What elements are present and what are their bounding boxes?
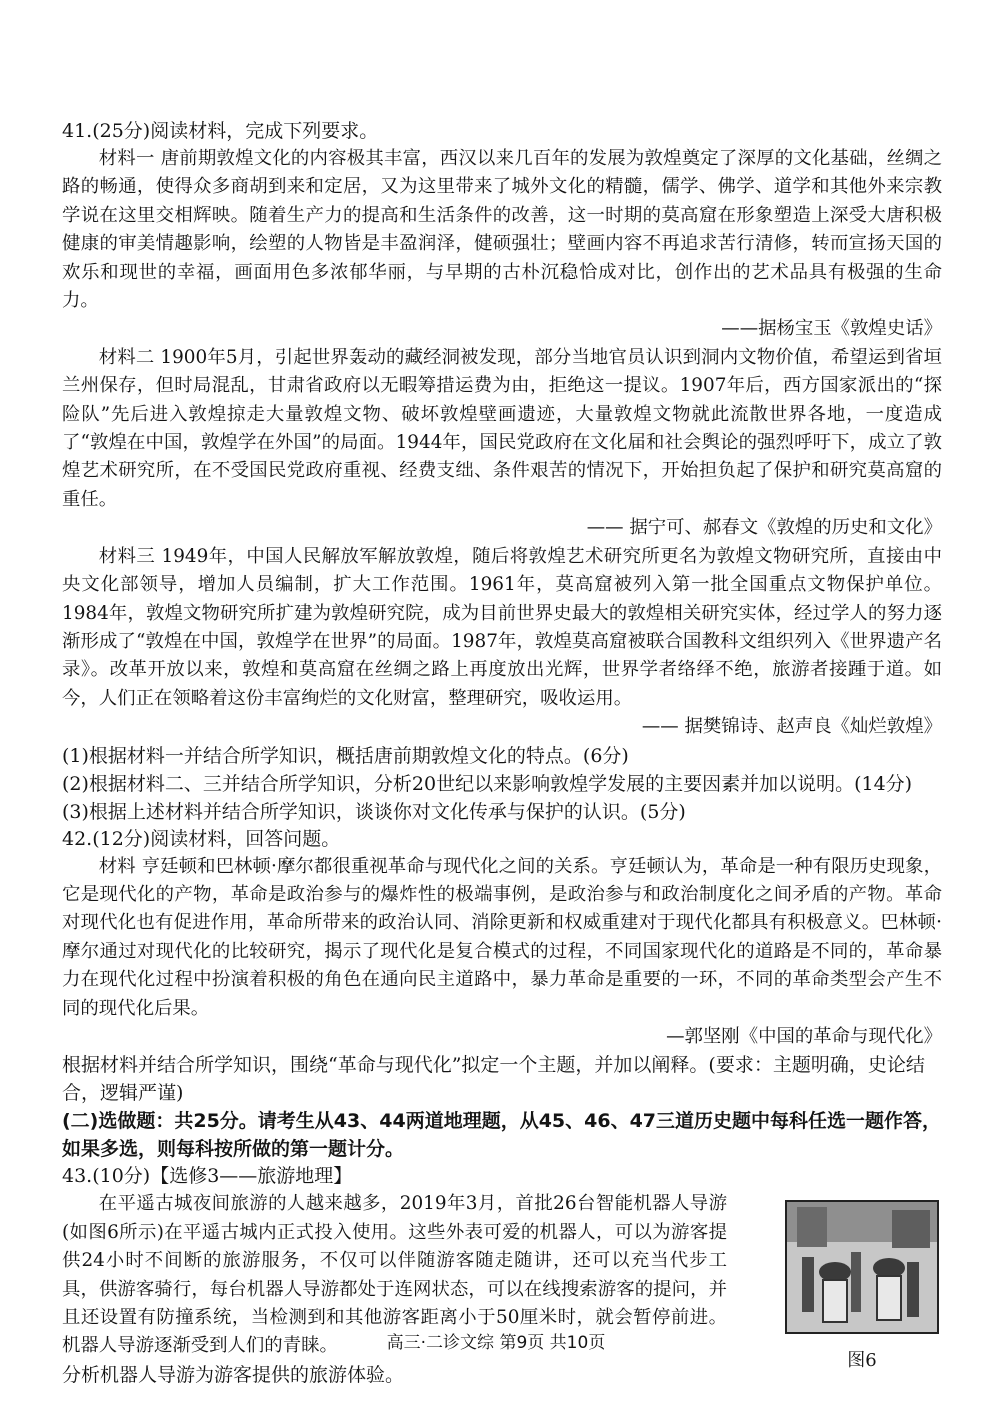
q42-heading: 42.(12分)阅读材料，回答问题。 (62, 827, 341, 850)
q42-material-source: —郭坚刚《中国的革命与现代化》 (666, 1025, 942, 1047)
q41-heading: 41.(25分)阅读材料，完成下列要求。 (62, 120, 379, 142)
figure-6-caption: 图6 (847, 1350, 877, 1372)
q41-material-2-source: —— 据宁可、郝春文《敦煌的历史和文化》 (586, 517, 942, 539)
q41-task-1: (1)根据材料一并结合所学知识，概括唐前期敦煌文化的特点。(6分) (62, 744, 629, 767)
q41-task-3: (3)根据上述材料并结合所学知识，谈谈你对文化传承与保护的认识。(5分) (62, 800, 686, 823)
q41-material-1-source: ——据杨宝玉《敦煌史话》 (721, 318, 942, 340)
figure-6 (782, 1200, 942, 1388)
q43-heading: 43.(10分)【选修3——旅游地理】 (62, 1165, 353, 1188)
q41-task-2: (2)根据材料二、三并结合所学知识，分析20世纪以来影响敦煌学发展的主要因素并加以说明。(14分) (62, 772, 913, 795)
page-footer: 高三·二诊文综 第9页 共10页 (386, 1333, 606, 1353)
robot-guide-photo (785, 1200, 939, 1334)
q42-material: 材料 亨廷顿和巴林顿·摩尔都很重视革命与现代化之间的关系。亨廷顿认为，革命是一种有限历史现象，它是现代化的产物，革命是政治参与的爆炸性的极端事例，是政治参与和政治制度化之间矛盾的产物。革命对现代化也有促进作用，革命所带来的政治认同、消除更新和权威重建对于现代化都具有积极意义。巴林顿·摩尔通过对现代化的比较研究，揭示了现代化是复合模式的过程，不同国家现代化的道路是不同的，革命暴力在现代化过程中扮演着积极的角色在通向民主道路中，暴力革命是重要的一环，不同的革命类型会产生不同的现代化后果。 (62, 855, 942, 1019)
q43-paragraph: 在平遥古城夜间旅游的人越来越多，2019年3月，首批26台智能机器人导游(如图6所示)在平遥古城内正式投入使用。这些外表可爱的机器人，可以为游客提供24小时不间断的旅游服务，不仅可以伴随游客随走随讲，还可以充当代步工具，供游客骑行，每台机器人导游都处于连网状态，可以在线搜索游客的提问，并且还设置有防撞系统，当检测到和其他游客距离小于50厘米时，就会暂停前进。机器人导游逐渐受到人们的青睐。 (62, 1193, 727, 1357)
section-2-instructions: (二)选做题：共25分。请考生从43、44两道地理题，从45、46、47三道历史题中每科任选一题作答，如果多选，则每科按所做的第一题计分。 (62, 1110, 942, 1161)
q41-material-2: 材料二 1900年5月，引起世界轰动的藏经洞被发现，部分当地官员认识到洞内文物价值，希望运到省垣兰州保存，但时局混乱，甘肃省政府以无暇筹措运费为由，拒绝这一提议。1907年后，西方国家派出的“探险队”先后进入敦煌掠走大量敦煌文物、破坏敦煌壁画遗迹，大量敦煌文物就此流散世界各地，一度造成了“敦煌在中国，敦煌学在外国”的局面。1944年，国民党政府在文化届和社会舆论的强烈呼吁下，成立了敦煌艺术研究所，在不受国民党政府重视、经费支绌、条件艰苦的情况下，开始担负起了保护和研究莫高窟的重任。 (62, 346, 942, 510)
q42-task: 根据材料并结合所学知识，围绕“革命与现代化”拟定一个主题，并加以阐释。(要求：主题明确，史论结合，逻辑严谨) (62, 1054, 925, 1105)
q43-body (62, 1190, 942, 1388)
q41-material-1: 材料一 唐前期敦煌文化的内容极其丰富，西汉以来几百年的发展为敦煌奠定了深厚的文化基础，丝绸之路的畅通，使得众多商胡到来和定居，又为这里带来了城外文化的精髓，儒学、佛学、道学和其他外来宗教学说在这里交相辉映。随着生产力的提高和生活条件的改善，这一时期的莫高窟在形象塑造上深受大唐积极健康的审美情趣影响，绘塑的人物皆是丰盈润泽，健硕强壮；壁画内容不再追求苦行清修，转而宣扬天国的欢乐和现世的幸福，画面用色多浓郁华丽，与早期的古朴沉稳恰成对比，创作出的艺术品具有极强的生命力。 (62, 148, 942, 312)
exam-page (62, 118, 942, 1389)
q41-material-3-source: —— 据樊锦诗、赵声良《灿烂敦煌》 (641, 716, 942, 738)
q43-task: 分析机器人导游为游客提供的旅游体验。 (62, 1363, 405, 1386)
q41-material-3: 材料三 1949年，中国人民解放军解放敦煌，随后将敦煌艺术研究所更名为敦煌文物研究所，直接由中央文化部领导，增加人员编制，扩大工作范围。1961年，莫高窟被列入第一批全国重点文物保护单位。1984年，敦煌文物研究所扩建为敦煌研究院，成为目前世界史最大的敦煌相关研究实体，经过学人的努力逐渐形成了“敦煌在中国，敦煌学在世界”的局面。1987年，敦煌莫高窟被联合国教科文组织列入《世界遗产名录》。改革开放以来，敦煌和莫高窟在丝绸之路上再度放出光辉，世界学者络绎不绝，旅游者接踵于道。如今，人们正在领略着这份丰富绚烂的文化财富，整理研究，吸收运用。 (62, 545, 942, 709)
q43-text-column (62, 1190, 727, 1388)
